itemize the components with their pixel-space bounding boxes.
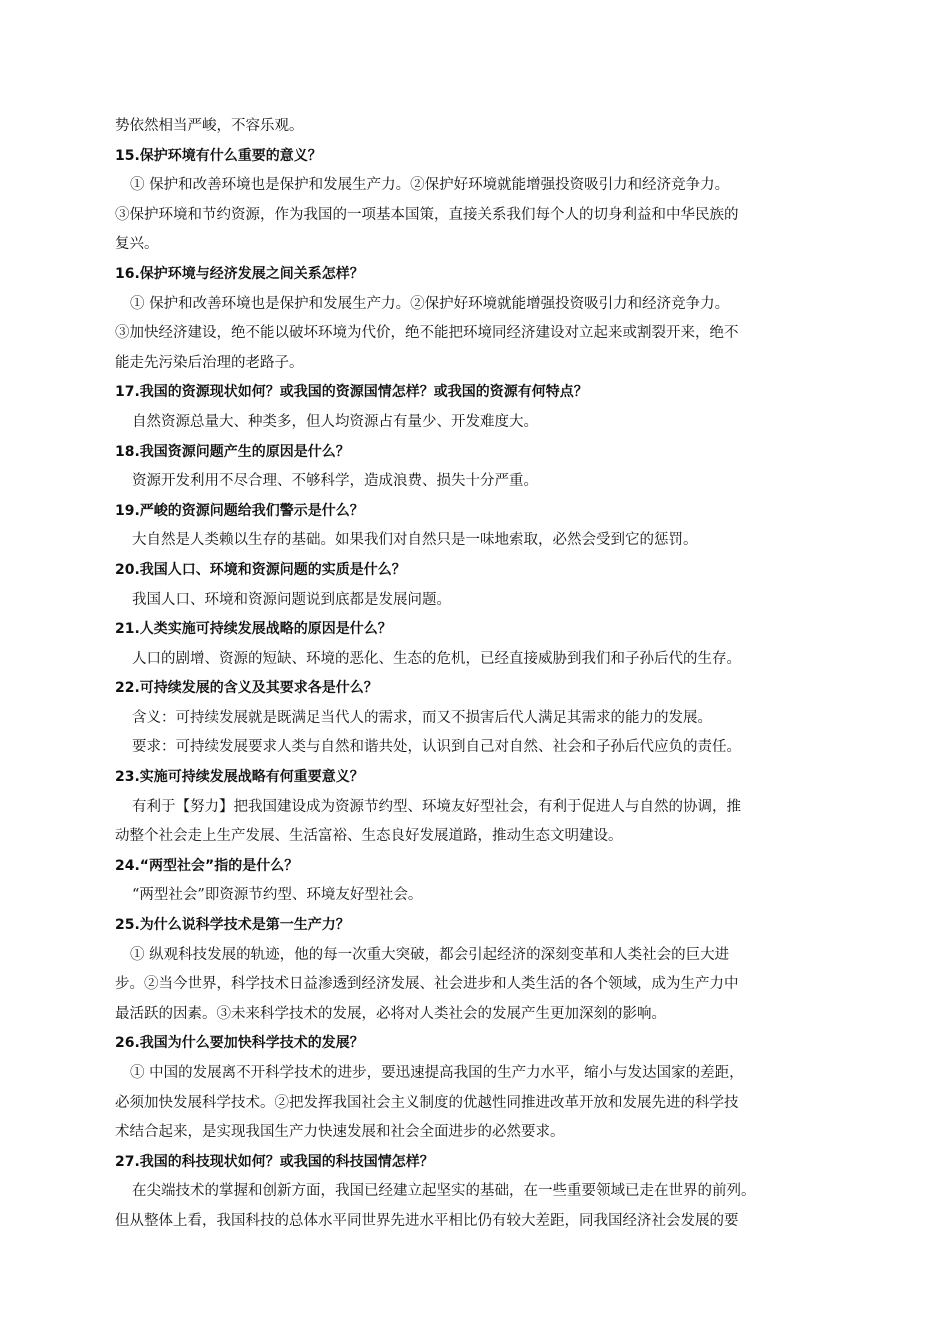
question-heading: 27.我国的科技现状如何？或我国的科技国情怎样？ <box>115 1153 434 1170</box>
text-line: 势依然相当严峻，不容乐观。 <box>115 118 304 134</box>
answer-line: ① 中国的发展离不开科学技术的进步，要迅速提高我国的生产力水平，缩小与发达国家的差距， <box>130 1065 744 1081</box>
document-body <box>115 112 843 1237</box>
answer-line: 要求：可持续发展要求人类与自然和谐共处，认识到自己对自然、社会和子孙后代应负的责任。 <box>132 739 741 756</box>
answer-line: 我国人口、环境和资源问题说到底都是发展问题。 <box>132 591 451 608</box>
answer-line: 在尖端技术的掌握和创新方面，我国已经建立起坚实的基础，在一些重要领域已走在世界的前列。 <box>132 1183 756 1200</box>
question-heading: 26.我国为什么要加快科学技术的发展？ <box>115 1035 364 1052</box>
answer-line: 有利于【努力】把我国建设成为资源节约型、环境友好型社会，有利于促进人与自然的协调，推 <box>132 798 741 815</box>
answer-line: 能走先污染后治理的老路子。 <box>115 354 304 371</box>
question-heading: 16.保护环境与经济发展之间关系怎样？ <box>115 265 364 282</box>
answer-line: 含义：可持续发展就是既满足当代人的需求，而又不损害后代人满足其需求的能力的发展。 <box>132 709 712 726</box>
question-heading: 25.为什么说科学技术是第一生产力？ <box>115 917 350 934</box>
answer-line: ① 纵观科技发展的轨迹，他的每一次重大突破，都会引起经济的深刻变革和人类社会的巨大进 <box>130 946 730 963</box>
answer-line: 资源开发利用不尽合理、不够科学，造成浪费、损失十分严重。 <box>132 473 538 490</box>
question-heading: 22.可持续发展的含义及其要求各是什么？ <box>115 680 378 697</box>
answer-line: 复兴。 <box>115 236 159 253</box>
answer-line: 人口的剧增、资源的短缺、环境的恶化、生态的危机，已经直接威胁到我们和子孙后代的生存。 <box>132 650 741 667</box>
question-heading: 18.我国资源问题产生的原因是什么？ <box>115 443 350 460</box>
question-heading: 19.严峻的资源问题给我们警示是什么？ <box>115 502 364 519</box>
answer-line: ① 保护和改善环境也是保护和发展生产力。②保护好环境就能增强投资吸引力和经济竞争力。 <box>130 295 730 312</box>
answer-line: 自然资源总量大、种类多，但人均资源占有量少、开发难度大。 <box>132 413 538 430</box>
answer-line: ③保护环境和节约资源，作为我国的一项基本国策，直接关系我们每个人的切身利益和中华民族的 <box>115 206 739 223</box>
question-heading: 15.保护环境有什么重要的意义？ <box>115 147 322 164</box>
question-heading: 21.人类实施可持续发展战略的原因是什么？ <box>115 621 392 638</box>
answer-line: 术结合起来，是实现我国生产力快速发展和社会全面进步的必然要求。 <box>115 1124 565 1141</box>
answer-line: 但从整体上看，我国科技的总体水平同世界先进水平相比仍有较大差距，同我国经济社会发展的要 <box>115 1212 739 1229</box>
answer-line: 步。②当今世界，科学技术日益渗透到经济发展、社会进步和人类生活的各个领域，成为生产力中 <box>115 976 739 993</box>
question-heading: 24.“两型社会”指的是什么？ <box>115 857 299 874</box>
question-heading: 17.我国的资源现状如何？或我国的资源国情怎样？或我国的资源有何特点？ <box>115 384 588 401</box>
answer-line: 大自然是人类赖以生存的基础。如果我们对自然只是一味地索取，必然会受到它的惩罚。 <box>132 532 698 549</box>
question-heading: 23.实施可持续发展战略有何重要意义？ <box>115 769 364 786</box>
answer-line: “两型社会”即资源节约型、环境友好型社会。 <box>132 887 423 904</box>
question-heading: 20.我国人口、环境和资源问题的实质是什么？ <box>115 561 406 578</box>
answer-line: 必须加快发展科学技术。②把发挥我国社会主义制度的优越性同推进改革开放和发展先进的科学技 <box>115 1094 739 1111</box>
answer-line: 动整个社会走上生产发展、生活富裕、生态良好发展道路，推动生态文明建设。 <box>115 828 623 845</box>
answer-line: ① 保护和改善环境也是保护和发展生产力。②保护好环境就能增强投资吸引力和经济竞争力。 <box>130 177 730 194</box>
answer-line: 最活跃的因素。③未来科学技术的发展，必将对人类社会的发展产生更加深刻的影响。 <box>115 1005 666 1022</box>
answer-line: ③加快经济建设，绝不能以破坏环境为代价，绝不能把环境同经济建设对立起来或割裂开来，绝不 <box>115 325 739 342</box>
